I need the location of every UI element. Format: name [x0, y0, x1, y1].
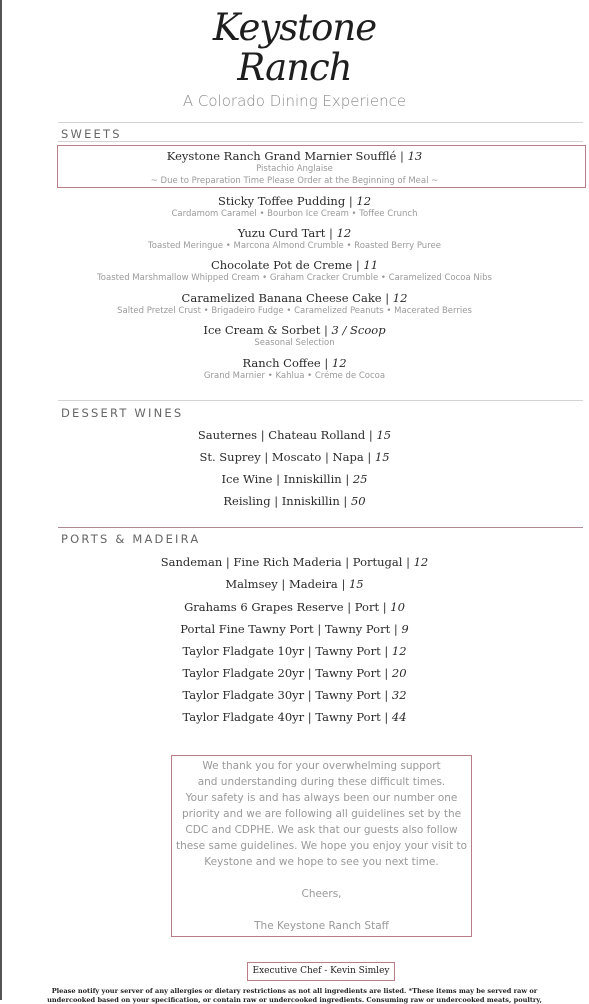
section-title-dessert-wines: DESSERT WINES — [61, 406, 184, 420]
item-name: Sandeman | Fine Rich Maderia | Portugal — [160, 555, 403, 569]
item-price: 32 — [391, 688, 407, 702]
item-name: Yuzu Curd Tart — [237, 226, 326, 240]
item-price: 44 — [391, 710, 407, 724]
item-name: Sauternes | Chateau Rolland — [197, 428, 366, 442]
message-line: priority and we are following all guidelines set by the — [181, 808, 462, 820]
item-name: Taylor Fladgate 20yr | Tawny Port — [182, 666, 381, 680]
wine-item: Grahams 6 Grapes Reserve | Port | 10 — [184, 600, 405, 614]
section-title-ports: PORTS & MADEIRA — [61, 532, 201, 546]
menu-item: Ice Cream & Sorbet | 3 / Scoop Seasonal Selection — [0, 323, 589, 349]
item-name: Chocolate Pot de Creme — [210, 258, 353, 272]
item-price: 13 — [407, 149, 423, 163]
wine-item: Ice Wine | Inniskillin | 25 — [221, 472, 368, 486]
item-name: Ranch Coffee — [242, 356, 321, 370]
item-price: 12 — [413, 555, 429, 569]
disclaimer-line: Please notify your server of any allergies or dietary restrictions as not all ingredients are listed. *These items may be served raw or — [51, 987, 538, 995]
item-price: 15 — [374, 450, 390, 464]
wine-item: Taylor Fladgate 40yr | Tawny Port | 44 — [182, 710, 407, 724]
item-name: St. Suprey | Moscato | Napa — [199, 450, 364, 464]
wine-item: Sandeman | Fine Rich Maderia | Portugal | 12 — [160, 555, 429, 569]
wine-item: Taylor Fladgate 10yr | Tawny Port | 12 — [182, 644, 407, 658]
message-line: We thank you for your overwhelming support — [202, 760, 441, 772]
item-name: Sticky Toffee Pudding — [217, 194, 346, 208]
divider — [58, 527, 583, 528]
item-description: Cardamom Caramel • Bourbon Ice Cream • Toffee Crunch — [171, 209, 418, 219]
message-line: and understanding during these difficult times. — [197, 776, 446, 788]
item-name: Taylor Fladgate 40yr | Tawny Port — [182, 710, 381, 724]
item-name: Reisling | Inniskillin — [223, 494, 340, 508]
executive-chef-label: Executive Chef - Kevin Simley — [247, 962, 395, 981]
menu-item: Keystone Ranch Grand Marnier Soufflé | 13 Pistachio Anglaise ~ Due to Preparation Time Please Order at the Beginning of Meal ~ — [0, 149, 589, 187]
item-name: Ice Wine | Inniskillin — [221, 472, 342, 486]
item-price: 15 — [348, 577, 364, 591]
item-name: Malmsey | Madeira — [225, 577, 338, 591]
item-description: Pistachio Anglaise — [256, 164, 333, 174]
message-signature: The Keystone Ranch Staff — [254, 920, 389, 932]
wine-item: Taylor Fladgate 30yr | Tawny Port | 32 — [182, 688, 407, 702]
item-price: 20 — [391, 666, 407, 680]
item-name: Ice Cream & Sorbet — [203, 323, 321, 337]
message-line: CDC and CDPHE. We ask that our guests also follow — [185, 824, 458, 836]
divider — [58, 141, 583, 142]
item-name: Taylor Fladgate 10yr | Tawny Port — [182, 644, 381, 658]
disclaimer-line: undercooked based on your specification, or contain raw or undercooked ingredients. Consuming raw or undercooked meats, poultry, — [47, 996, 542, 1004]
wine-item: Sauternes | Chateau Rolland | 15 — [197, 428, 392, 442]
menu-item: Ranch Coffee | 12 Grand Marnier • Kahlua • Créme de Cocoa — [0, 356, 589, 382]
divider — [58, 400, 583, 401]
item-price: 10 — [390, 600, 405, 614]
item-note: ~ Due to Preparation Time Please Order at the Beginning of Meal ~ — [150, 176, 439, 186]
wine-item: Taylor Fladgate 20yr | Tawny Port | 20 — [182, 666, 407, 680]
wine-item: Portal Fine Tawny Port | Tawny Port | 9 — [180, 622, 409, 636]
item-name: Portal Fine Tawny Port | Tawny Port — [180, 622, 391, 636]
item-description: Toasted Meringue • Marcona Almond Crumble • Roasted Berry Puree — [148, 241, 441, 251]
brand-logo-line1: Keystone — [212, 6, 377, 49]
menu-item: Caramelized Banana Cheese Cake | 12 Salted Pretzel Crust • Brigadeiro Fudge • Caramelized Peanuts • Macerated Berries — [0, 291, 589, 317]
wine-item: St. Suprey | Moscato | Napa | 15 — [199, 450, 390, 464]
menu-item: Yuzu Curd Tart | 12 Toasted Meringue • Marcona Almond Crumble • Roasted Berry Puree — [0, 226, 589, 252]
item-description: Grand Marnier • Kahlua • Créme de Cocoa — [203, 371, 386, 381]
tagline: A Colorado Dining Experience — [182, 92, 407, 110]
item-price: 15 — [376, 428, 392, 442]
message-line: Keystone and we hope to see you next time. — [204, 856, 439, 868]
item-price: 12 — [336, 226, 352, 240]
item-price: 50 — [350, 494, 366, 508]
message-line: Your safety is and has always been our number one — [185, 792, 458, 804]
wine-item: Reisling | Inniskillin | 50 — [223, 494, 366, 508]
item-name: Keystone Ranch Grand Marnier Soufflé — [166, 149, 397, 163]
item-price: 3 / Scoop — [331, 323, 386, 337]
item-price: 11 — [363, 258, 379, 272]
section-title-sweets: SWEETS — [61, 127, 122, 141]
message-line: these same guidelines. We hope you enjoy your visit to — [175, 840, 468, 852]
item-description: Toasted Marshmallow Whipped Cream • Graham Cracker Crumble • Caramelized Cocoa Nibs — [97, 273, 492, 283]
item-name: Taylor Fladgate 30yr | Tawny Port — [182, 688, 381, 702]
menu-item: Chocolate Pot de Creme | 11 Toasted Marshmallow Whipped Cream • Graham Cracker Crumble • Caramelized Cocoa Nibs — [0, 258, 589, 284]
menu-item: Sticky Toffee Pudding | 12 Cardamom Caramel • Bourbon Ice Cream • Toffee Crunch — [0, 194, 589, 220]
item-price: 25 — [352, 472, 368, 486]
item-price: 12 — [391, 644, 407, 658]
wine-item: Malmsey | Madeira | 15 — [225, 577, 364, 591]
item-price: 12 — [331, 356, 347, 370]
item-price: 9 — [401, 622, 409, 636]
brand-logo-line2: Ranch — [237, 46, 352, 89]
message-closing: Cheers, — [301, 888, 342, 900]
item-price: 12 — [356, 194, 372, 208]
item-name: Grahams 6 Grapes Reserve | Port — [184, 600, 380, 614]
divider — [58, 122, 583, 123]
item-description: Salted Pretzel Crust • Brigadeiro Fudge • Caramelized Peanuts • Macerated Berries — [117, 306, 472, 316]
item-price: 12 — [392, 291, 408, 305]
item-name: Caramelized Banana Cheese Cake — [181, 291, 382, 305]
item-description: Seasonal Selection — [254, 338, 335, 348]
